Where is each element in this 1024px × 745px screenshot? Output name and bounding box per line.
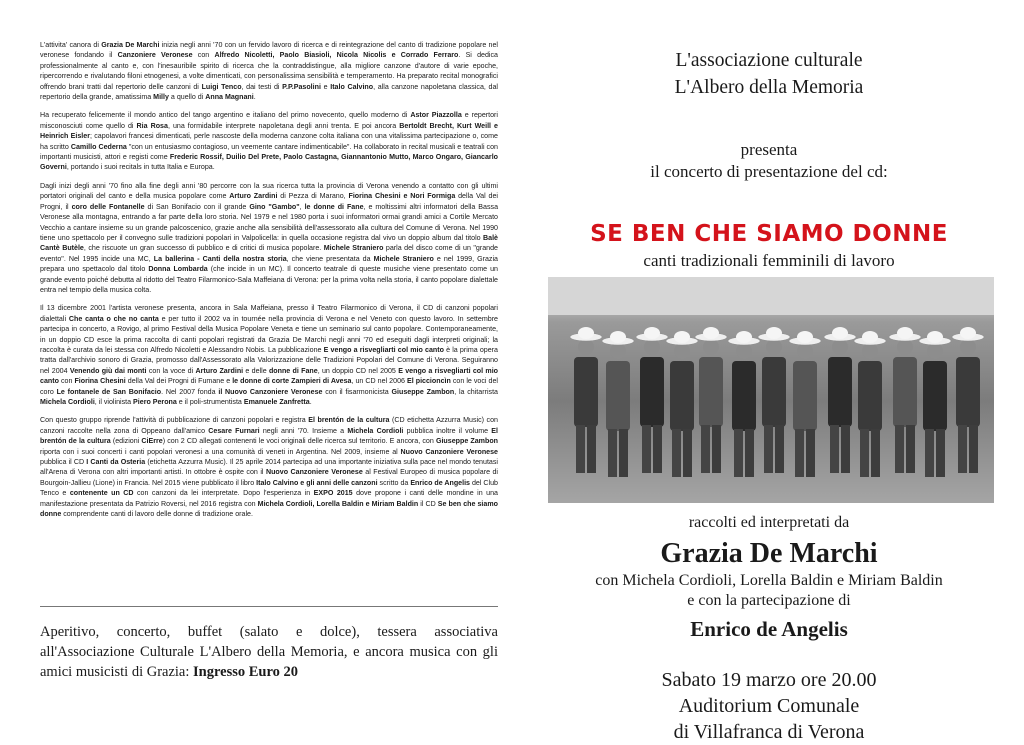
- text-run: . Nel 2007 fonda: [161, 387, 219, 396]
- presents-description: il concerto di presentazione del cd:: [650, 162, 888, 181]
- bold-text: le donne di corte Zampieri di Avesa: [232, 377, 352, 386]
- text-run: e per tutto il 2002 va in tournée nella provincia di Verona e nel Veneto con questo lavoro. In settembre partecipa in concerto, a Rovigo, al primo Festival della Musica Popolare Veneta e tiene un seminario sul canto popolare. Contemporaneamente, in un doppio CD esce la prima raccolta di canti popolari registrati da Grazia De Marchi negli anni '70 ed eseguiti dagli interpreti originali; la raccolta è curata da lei stessa con Alfredo Nicoletti e Alessandro Nobis. La pubblicazione: [40, 314, 499, 354]
- text-run: con: [192, 51, 215, 60]
- bold-text: Michela Cordioli, Lorella Baldin e Miriam Baldin: [257, 499, 419, 508]
- text-run: dove propone i canti delle mondine in una manifestazione presentata da Patrizio Roversi, nel 2016 registra con: [40, 489, 498, 508]
- text-run: comprendente canti di lavoro delle donne di tradizione orale.: [61, 510, 253, 519]
- text-run: con la voce di: [146, 366, 196, 375]
- bold-text: Nuovo Canzoniere Veronese: [400, 447, 498, 456]
- bold-text: le donne di Fane: [304, 202, 364, 211]
- bold-text: Michele Straniero: [373, 254, 434, 263]
- text-run: parla del disco come di un "grande evento". Nel 1995 incide una MC,: [40, 244, 499, 263]
- text-run: con le voci del coro: [40, 377, 498, 396]
- bold-text: EXPO 2015: [313, 489, 353, 498]
- text-run: , dai testi di: [241, 82, 283, 91]
- bold-text: El brentón de la cultura: [40, 426, 498, 446]
- women-workers-photo: [548, 277, 994, 503]
- text-run: il CD: [418, 499, 438, 508]
- text-run: , un CD nel 2006: [351, 377, 407, 386]
- text-run: del Club Tenco e: [40, 478, 499, 498]
- bold-text: Michele Straniero: [323, 244, 384, 253]
- participation-label: e con la partecipazione di: [687, 592, 851, 609]
- text-run: Ha recuperato felicemente il mondo antico del tango argentino e italiano del primo novecento, quello moderno di: [40, 111, 411, 120]
- text-run: , che viene presentata da: [286, 254, 374, 263]
- text-run: scritto da: [377, 478, 411, 487]
- text-run: e delle: [243, 366, 269, 375]
- text-run: (CD etichetta Azzurra Music) con canzoni raccolte nella zona di Oppeano dall'amico: [40, 416, 498, 435]
- bold-text: Michela Cordioli: [347, 426, 404, 435]
- bold-text: Grazia De Marchi: [101, 41, 160, 49]
- entry-price: Ingresso Euro 20: [193, 664, 299, 680]
- bold-text: Astor Piazzolla: [410, 111, 462, 120]
- bold-text: Canzoniere Veronese: [117, 51, 193, 60]
- text-run: , la chitarrista: [454, 387, 498, 396]
- presents-word: presenta: [740, 140, 798, 159]
- footer-text: Aperitivo, concerto, buffet (salato e dolce), tessera associativa all'Associazione Culturale L'Albero della Memoria, e ancora musica con gli amici musicisti di Grazia:: [40, 624, 498, 680]
- bold-text: CiErre: [141, 437, 163, 446]
- bold-text: Giuseppe Zambon: [435, 437, 498, 446]
- text-run: Con questo gruppo riprende l'attività di pubblicazione di canzoni popolari e registra: [40, 416, 309, 425]
- bold-text: Italo Calvino: [330, 82, 374, 91]
- bold-text: Emanuele Zanfretta: [243, 398, 310, 406]
- event-venue-line-2: di Villafranca di Verona: [673, 721, 865, 743]
- bio-paragraph-4: [40, 303, 498, 407]
- text-run: , alla canzone napoletana classica, dal repertorio della grande, amatissima: [40, 82, 499, 102]
- bold-text: El brentón de la cultura: [308, 416, 390, 425]
- bold-text: Donna Lombarda: [148, 265, 208, 274]
- text-run: "con un entusiasmo contagioso, un veemente cantare indimenticabile". Ha collaborato in recital musicali e teatrali con importanti musicisti, attori e registi come: [40, 142, 498, 162]
- text-run: è la prima opera tratta dall'archivio sonoro di Grazia, promosso dall'Assessorato alla Valorizzazione delle Tradizioni Popolari del Comune di Verona. Seguiranno nel 2004: [40, 345, 498, 375]
- text-run: ; capolavori francesi dimenticati, perle nascoste della moderna canzone colta italiana con una vitalissima partecipazione o, come ha scritto: [40, 132, 498, 151]
- bold-text: Bertoldt Brecht, Kurt Weill e Heinrich Eisler: [40, 121, 498, 141]
- bio-paragraph-2: [40, 110, 498, 172]
- bio-paragraph-5: [40, 415, 498, 519]
- cd-subtitle: canti tradizionali femminili di lavoro: [643, 251, 895, 270]
- text-run: della Val dei Progni di Fumane e: [125, 377, 233, 386]
- performed-by-label: raccolti ed interpretati da: [688, 514, 850, 531]
- bold-text: il Nuovo Canzoniere Veronese: [218, 387, 323, 396]
- bold-text: Alfredo Nicoletti, Paolo Biasioli, Nicola Nicolis e Corrado Ferraro: [214, 51, 459, 60]
- text-run: (edizioni: [110, 437, 142, 446]
- text-run: con canzoni da lei interpretate. Dopo l'esperienza in: [133, 489, 314, 498]
- organizer-line-1: L'associazione culturale: [675, 50, 863, 71]
- bio-paragraph-1: [40, 40, 498, 102]
- bold-text: Anna Magnani: [205, 93, 254, 102]
- organizer-line-2: L'Albero della Memoria: [674, 77, 864, 98]
- cd-title: SE BEN CHE SIAMO DONNE: [590, 221, 948, 247]
- with-musicians: con Michela Cordioli, Lorella Baldin e Miriam Baldin: [595, 572, 943, 589]
- bold-text: Camillo Cederna: [70, 142, 127, 151]
- text-run: L'attivita' canora di: [40, 41, 102, 49]
- text-run: , una formidabile interprete napoletana degli anni trenta. E poi ancora: [167, 121, 400, 130]
- text-run: della Val dei Progni, il: [40, 192, 498, 211]
- text-run: ,: [299, 202, 305, 211]
- event-details: [548, 667, 990, 745]
- bold-text: Milly: [153, 93, 169, 102]
- text-run: Dagli inizi degli anni '70 fino alla fine degli anni '80 percorre con la sua ricerca tutta la provincia di Verona venendo a contatto con gli ultimi portatori originali del canto e della musica popolare come: [40, 181, 498, 201]
- event-date: Sabato 19 marzo ore 20.00: [661, 669, 877, 691]
- bold-text: Italo Calvino e gli anni delle canzoni: [256, 478, 378, 487]
- event-venue-line-1: Auditorium Comunale: [678, 695, 860, 717]
- text-run: . Si dedica professionalmente al canto e, con l'inesauribile spirito di ricerca che la contraddistingue, alla migliore canzone d'autore di varie epoche, ripercorrendo e rivalutando filoni etnogenesi, a volte dimenticati, con personalissima sensibilità e temperamento. Ha preparato recital monografici offrendo brani tratti dal repertorio delle canzoni di: [40, 51, 499, 91]
- bold-text: Fiorina Chesini: [74, 377, 126, 386]
- bold-text: Piero Perona: [133, 398, 177, 406]
- text-run: Il 13 dicembre 2001 l'artista veronese presenta, ancora in Sala Maffeiana, presso il Teatro Filarmonico di Verona, il CD di canzoni popolari dialettali: [40, 304, 498, 323]
- text-run: e il poli-strumentista: [176, 398, 244, 406]
- bold-text: Giuseppe Zambon: [391, 387, 455, 396]
- text-run: .: [309, 398, 312, 406]
- bold-text: contenente un CD: [69, 489, 134, 498]
- text-run: con il fisarmonicista: [322, 387, 392, 396]
- bold-text: Se ben che siamo donne: [40, 499, 498, 519]
- text-run: inizia negli anni '70 con un fervido lavoro di ricerca e di reintegrazione del canto di tradizione popolare nel veronese fondando il: [40, 41, 499, 60]
- bold-text: P.P.Pasolini: [282, 82, 321, 91]
- text-run: .: [253, 93, 256, 102]
- bold-text: Venendo giù dai monti: [69, 366, 147, 375]
- bold-text: I Canti da Osteria: [86, 458, 146, 467]
- bio-paragraph-3: [40, 181, 498, 295]
- text-run: , e moltissimi altri informatori della Bassa Veronese alla montagna, entrando a far parte della loro storia. Nel 1979 e nel 1980 porta i suoi informatori ormai grandi amici a Cortile Mercato Vecchio a cantare insieme su un grande palcoscenico, grazie anche alla sensibilità dell'assessorato alla cultura del Comune di Verona. Nel 1990 tiene uno spettacolo per il convegno sulle tradizioni popolari in Valpolicella: in quella occasione registra dal vivo un doppio album dal titolo: [40, 202, 499, 242]
- artist-name: Grazia De Marchi: [660, 538, 878, 569]
- bold-text: Ria Rosa: [136, 121, 168, 130]
- text-run: e nel 1999, Grazia prepara uno spettacolo dal titolo: [40, 254, 498, 274]
- text-run: ) con 2 CD allegati contenenti le voci originali delle ricerca sul territorio. E ancora, con: [162, 437, 436, 446]
- footer-divider: [40, 606, 498, 607]
- text-run: , il violinista: [94, 398, 134, 406]
- text-run: riporta con i suoi concerti i canti popolari veronesi a una comunità di veneti in Argentina. Nel 2009, insieme al: [40, 447, 401, 456]
- event-info-footer: [40, 622, 498, 682]
- bold-text: El piccioncìn: [407, 377, 451, 386]
- bold-text: La ballerina - Canti della nostra storia: [153, 254, 287, 263]
- bold-text: Arturo Zardini: [229, 192, 278, 201]
- bold-text: Frederic Rossif, Duilio Del Prete, Paolo Castagna, Giannantonio Mutto, Marco Ongaro, Giancarlo Governi: [40, 153, 498, 172]
- bold-text: Arturo Zardini: [195, 366, 244, 375]
- text-run: (etichetta Azzurra Music). Il 25 aprile 2014 partecipa ad una importante iniziativa sulla pace nel mondo tenutasi all'Arena di Verona con altri importanti artisti. In ottobre è ospite con il: [40, 458, 498, 477]
- bold-text: E vengo a risvegliarti col mio canto: [323, 345, 444, 354]
- text-run: di Pezza di Marano,: [277, 192, 349, 201]
- bold-text: donne di Fane: [268, 366, 318, 375]
- text-run: negli anni '70. Insieme a: [259, 426, 348, 435]
- text-run: di San Bonifacio con il grande: [144, 202, 250, 211]
- text-run: e repertori misconosciuti come quello di: [40, 111, 498, 130]
- bold-text: Michela Cordioli: [40, 398, 95, 406]
- text-run: , un doppio CD nel 2005: [317, 366, 399, 375]
- text-run: , portando i suoi recitals in tutta Italia e Europa.: [66, 163, 215, 172]
- organizer: [548, 47, 990, 101]
- bold-text: Le fontanele de San Bonifacio: [56, 387, 162, 396]
- text-run: a quello di: [168, 93, 206, 102]
- poster-column: [548, 40, 990, 745]
- text-run: pubblica inoltre il volume: [403, 426, 492, 435]
- presents-block: [548, 139, 990, 183]
- text-run: al Festival Europeo di musica popolare di Bourgoin-Jallieu (Lione) in Francia. Nel 2015 viene pubblicato il libro: [40, 468, 499, 487]
- biography-column: [40, 40, 498, 527]
- bold-text: Balè Cantè Butèle: [40, 233, 498, 253]
- bold-text: Enrico de Angelis: [410, 478, 470, 487]
- text-run: , che riscuote un gran successo di pubblico e di critici di musica popolare.: [83, 244, 324, 253]
- text-run: e: [320, 82, 331, 91]
- text-run: con: [58, 377, 75, 386]
- text-run: (che incide in un MC). Il concerto teatrale di queste musiche viene presentato come un grande evento poiché debutta al ridotto del Teatro Filarmonico-Sala Maffeiana di Verona: per la prima volta nella storia, il canto popolare dialettale entra nel tempio della musica colta.: [40, 265, 498, 294]
- bold-text: Cesare Furnari: [208, 426, 260, 435]
- bold-text: E vengo a risvegliarti col mio canto: [40, 366, 498, 386]
- bold-text: Nuovo Canzoniere Veronese: [265, 468, 363, 477]
- text-run: pubblica il CD: [40, 458, 87, 467]
- bold-text: Fiorina Chesini e Nori Formiga: [348, 192, 456, 201]
- bold-text: Luigi Tenco: [201, 82, 242, 91]
- bold-text: Gino "Gambo": [249, 202, 300, 211]
- bold-text: Che canta o che no canta: [68, 314, 159, 323]
- bold-text: coro delle Fontanelle: [71, 202, 145, 211]
- guest-name: Enrico de Angelis: [690, 617, 848, 641]
